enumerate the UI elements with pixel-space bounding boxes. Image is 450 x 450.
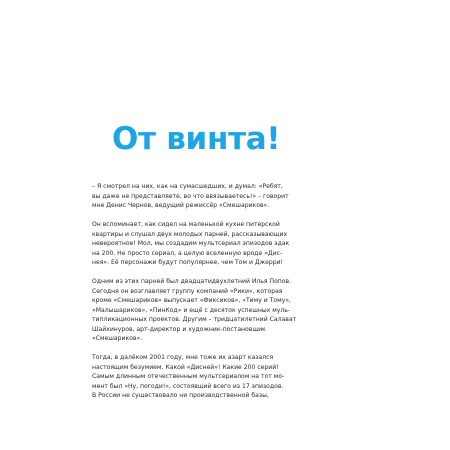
text-line: Сегодня он возглавляет группу компаний «Рики», которая: [92, 287, 283, 295]
paragraph: [92, 220, 352, 268]
text-line: настоящим безумием. Какой «Дисней»! Какие 200 серий!: [92, 363, 279, 371]
text-line: нея». Её персонажи будут популярнее, чем Том и Джерри!: [92, 259, 283, 266]
text-line: квартиры и слушал двух молодых парней, рассказывающих: [92, 230, 288, 238]
text-line: Шайхинуров, арт-директор и художник-постановщик: [92, 325, 266, 333]
text-line: Самым длинным отечественным мультсериалом на тот мо-: [92, 373, 285, 380]
paragraph: [92, 277, 352, 344]
text-line: «Малышариков», «ПинКод» и ещё с десяток успешных муль-: [92, 306, 291, 314]
text-line: мент был «Ну, погоди!», состоявший всего из 17 эпизодов.: [92, 382, 284, 390]
text-line: невероятное! Мол, мы создадим мультсериал эпизодов эдак: [92, 240, 290, 247]
text-line: типликационных проектов. Другим – тридцатилетний Салават: [92, 316, 297, 323]
body-text: [92, 182, 352, 410]
paragraph: [92, 353, 352, 401]
text-line: – Я смотрел на них, как на сумасшедших, и думал: «Ребят,: [92, 183, 283, 190]
text-line: кроме «Смешариков» выпускает «Фиксиков», «Тиму и Тому»,: [92, 297, 291, 304]
text-line: В России не существовало ни производственной базы,: [92, 392, 269, 399]
text-line: «Смешариков».: [92, 335, 143, 342]
text-line: Он вспоминает, как сидел на маленькой кухне питерской: [92, 221, 280, 228]
text-line: Тогда, в далёком 2001 году, мне тоже их азарт казался: [92, 354, 274, 361]
chapter-title: От винта!: [112, 121, 281, 157]
text-line: вы даже не представляете, во что ввязываетесь!» – говорит: [92, 192, 289, 200]
paragraph: [92, 182, 352, 211]
text-line: мне Денис Чернов, ведущий режиссёр «Смешариков».: [92, 202, 270, 209]
text-line: Одним из этих парней был двадцатидвухлетний Илья Попов.: [92, 278, 292, 285]
text-line: на 200. Не просто сериал, а целую вселенную вроде «Дис-: [92, 249, 283, 257]
